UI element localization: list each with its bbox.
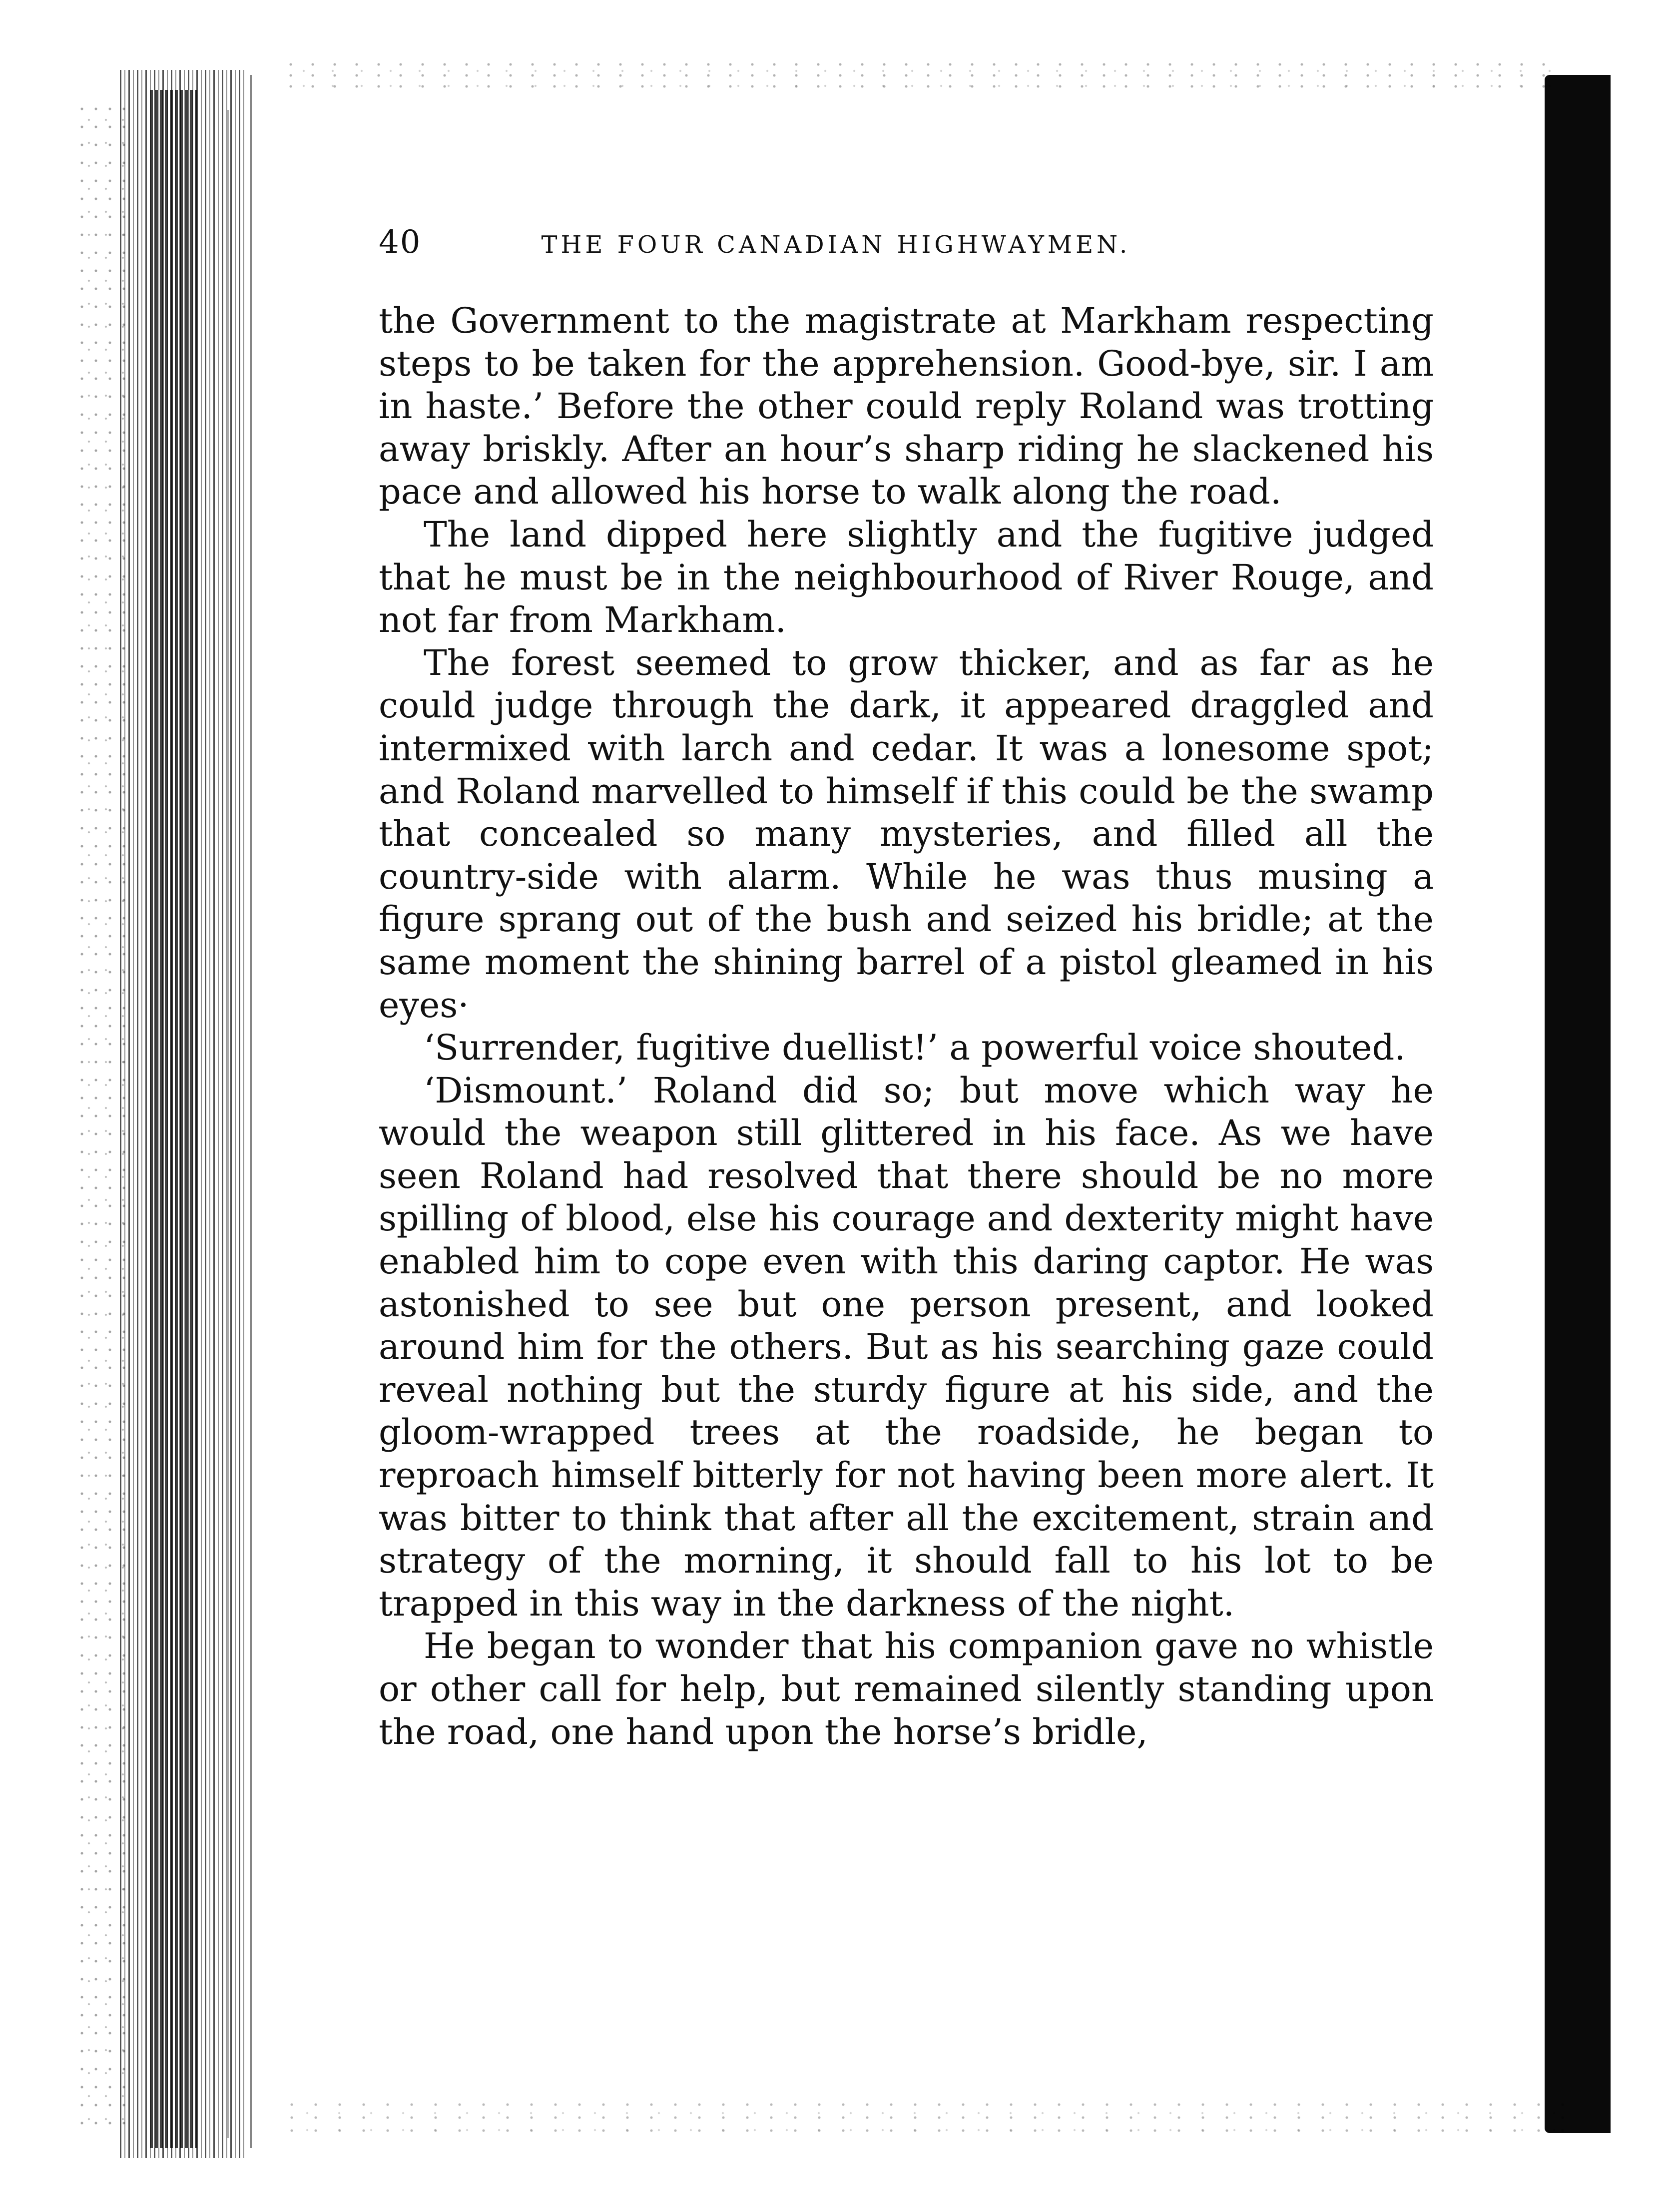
page-edge-line [250, 75, 252, 2148]
paragraph: the Government to the magistrate at Markham respecting steps to be taken for the apprehension. Good-bye, sir. I am in haste.’ Before the other could reply Roland was trotting away briskly. After an hour’s sharp riding he slackened his pace and allowed his horse to walk along the road. [379, 300, 1434, 513]
page-number: 40 [379, 224, 422, 261]
paragraph: ‘Surrender, fugitive duellist!’ a powerful voice shouted. [424, 1027, 1406, 1069]
paragraph: The land dipped here slightly and the fugitive judged that he must be in the neighbourhood of River Rouge, and not far from Markham. [379, 514, 1434, 641]
scan-noise-bottom [280, 2098, 1579, 2138]
body-text [379, 300, 1434, 1753]
book-binding-gutter [150, 90, 197, 2148]
page-edge-line [227, 110, 229, 2138]
paragraph: The forest seemed to grow thicker, and as far as he could judge through the dark, it appeared draggled and intermixed with larch and cedar. It was a lonesome spot; and Roland marvelled to himself if this could be the swamp that concealed so many mysteries, and filled all the country-side with alarm. While he was thus musing a figure sprang out of the bush and seized his bridle; at the same moment the shining barrel of a pistol gleamed in his eyes· [379, 642, 1434, 1026]
running-head: THE FOUR CANADIAN HIGHWAYMEN. [541, 231, 1131, 259]
scan-noise-top [280, 59, 1559, 94]
paragraph: ‘Dismount.’ Roland did so; but move which way he would the weapon still glittered in his face. As we have seen Roland had resolved that there should be no more spilling of blood, else his courage and dexterity might have enabled him to cope even with this daring captor. He was astonished to see but one person present, and looked around him for the others. But as his searching gaze could reveal nothing but the sturdy figure at his side, and the gloom-wrapped trees at the roadside, he began to reproach himself bitterly for not having been more alert. It was bitter to think that after all the excitement, strain and strategy of the morning, it should fall to his lot to be trapped in this way in the darkness of the night. [379, 1070, 1434, 1624]
scan-edge-shadow-right [1545, 75, 1611, 2133]
paragraph: He began to wonder that his companion gave no whistle or other call for help, but remained silently standing upon the road, one hand upon the horse’s bridle, [379, 1626, 1434, 1752]
page-header [379, 224, 1434, 269]
